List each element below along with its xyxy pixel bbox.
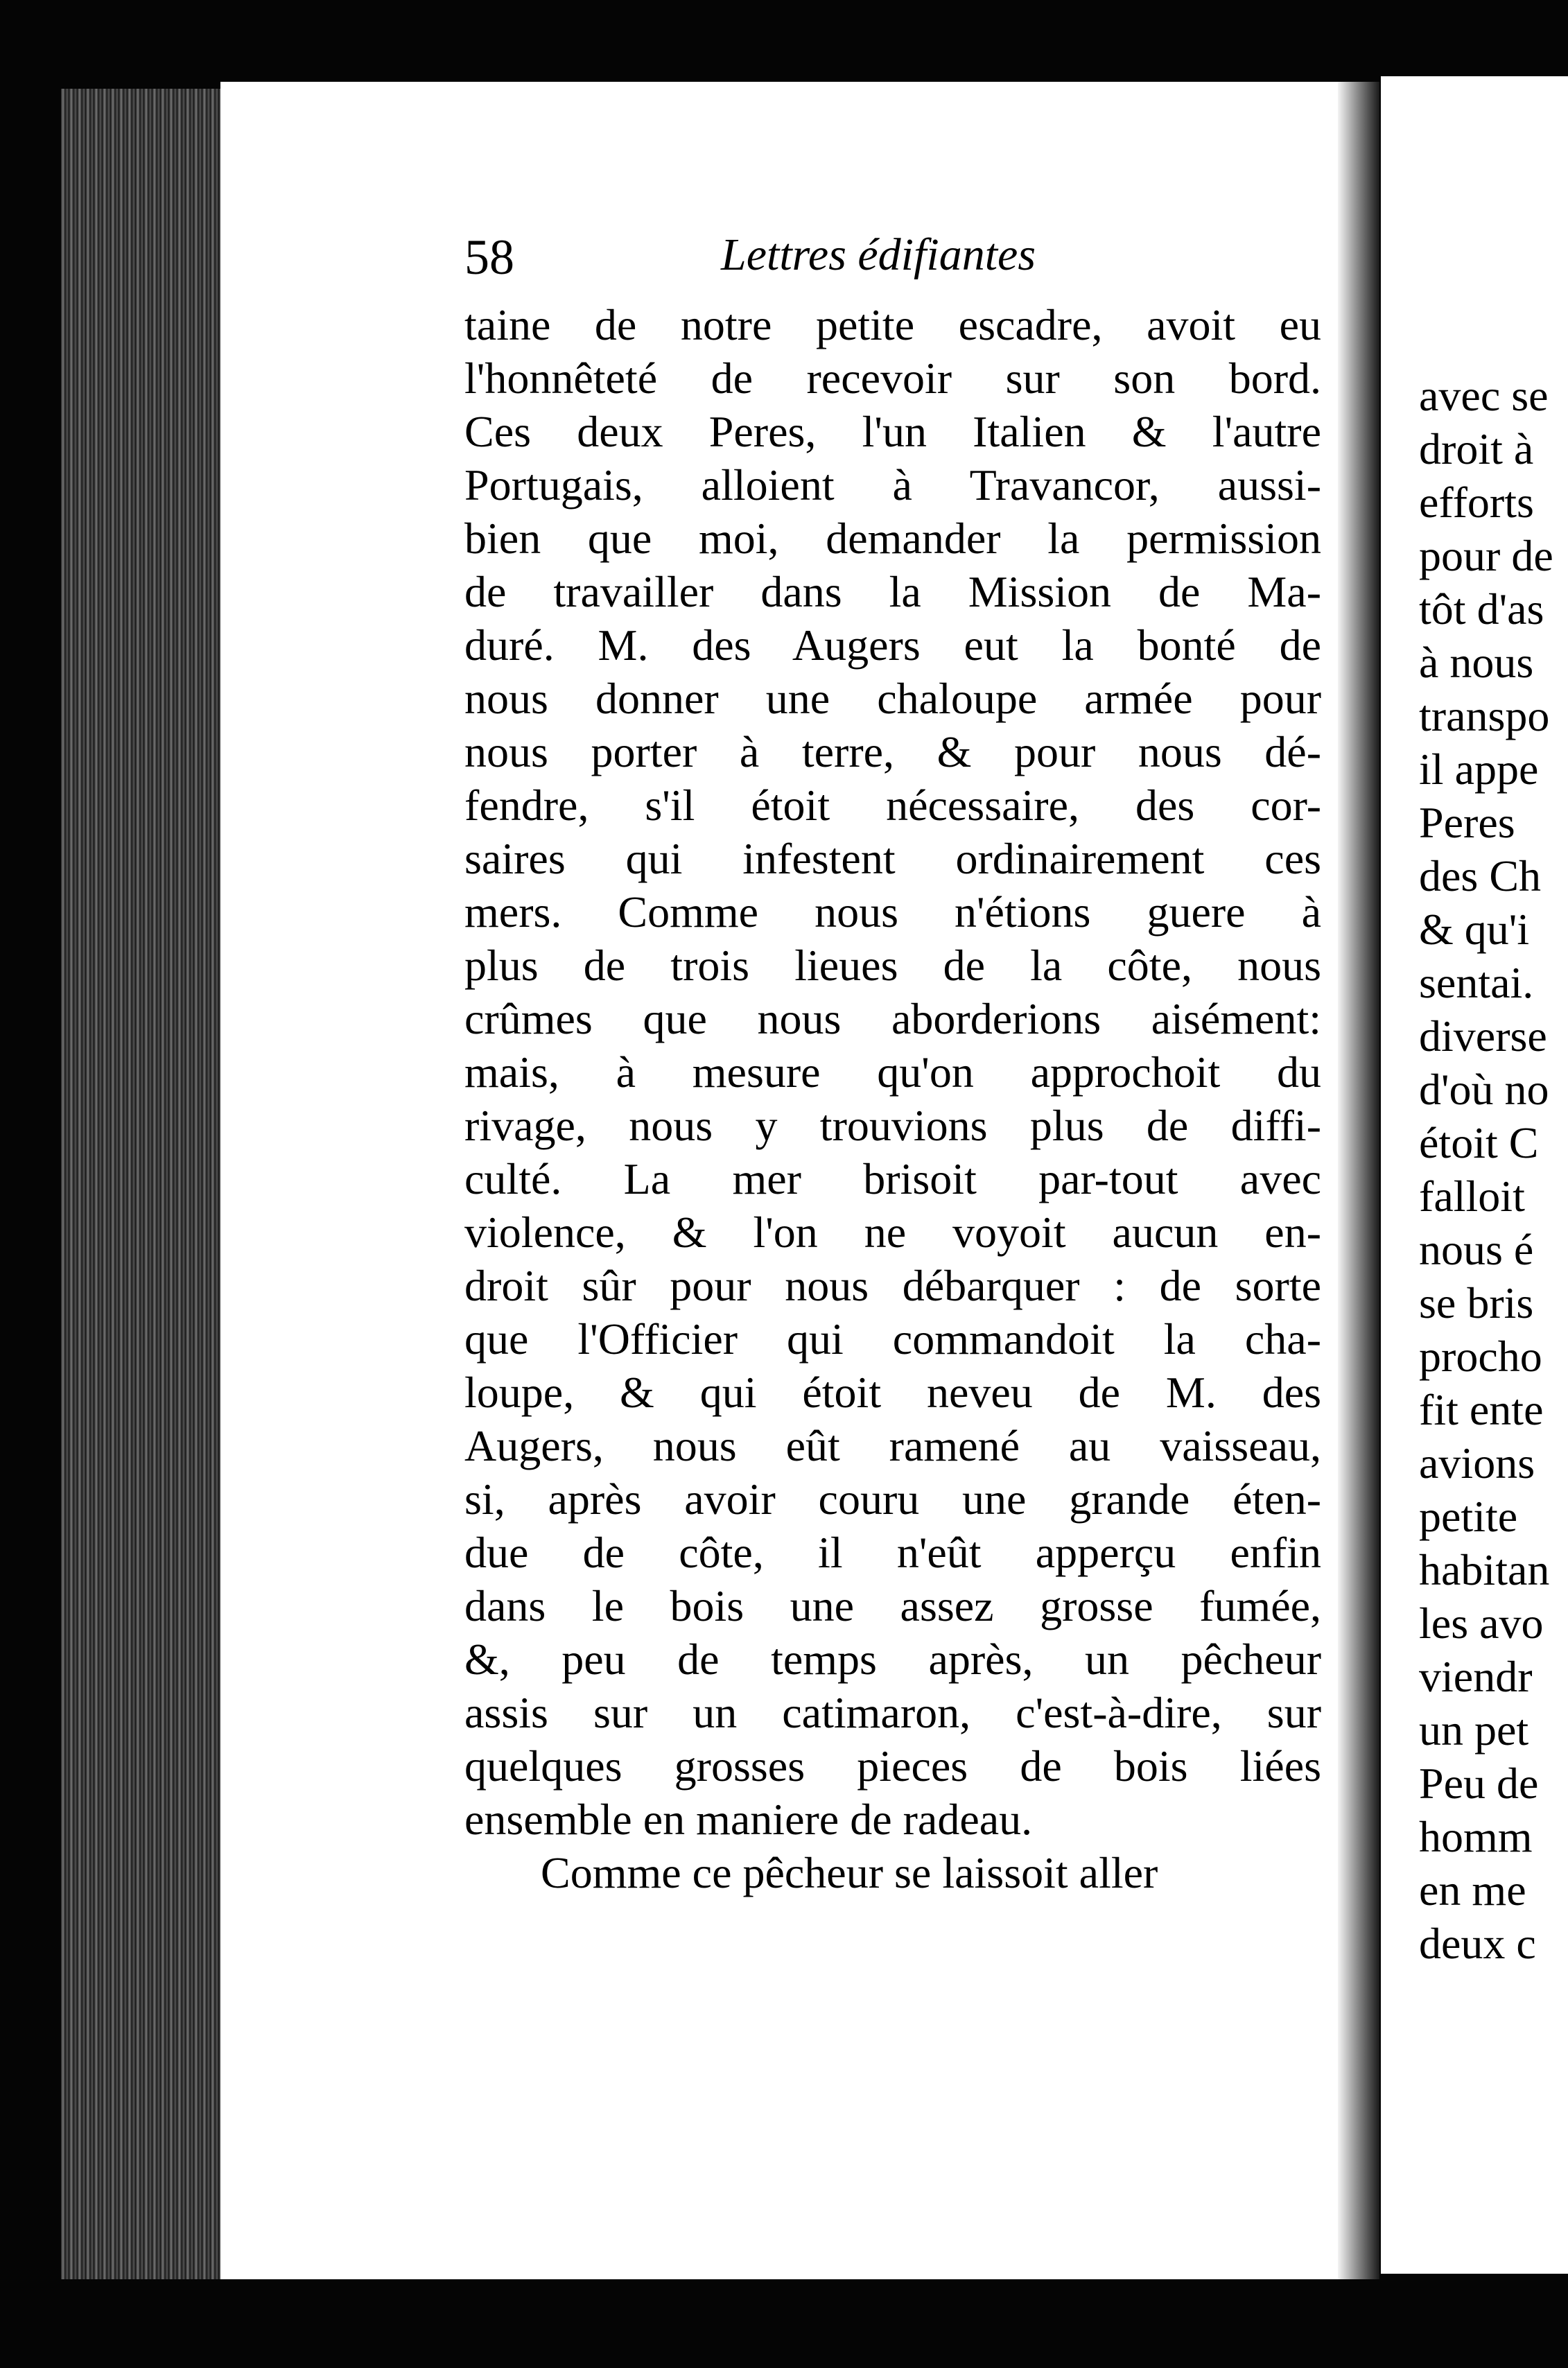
- text-line: rivage, nous y trouvions plus de diffi-: [464, 1101, 1321, 1150]
- text-line: bien que moi, demander la permission: [464, 514, 1321, 563]
- text-line: ensemble en maniere de radeau.: [464, 1795, 1033, 1844]
- facing-line: à nous: [1419, 638, 1534, 687]
- facing-line: sentai.: [1419, 958, 1534, 1007]
- facing-line: avions: [1419, 1438, 1535, 1488]
- text-line: mais, à mesure qu'on approchoit du: [464, 1047, 1321, 1097]
- facing-line: falloit: [1419, 1172, 1525, 1221]
- text-line: assis sur un catimaron, c'est-à-dire, sur: [464, 1688, 1321, 1737]
- text-line: crûmes que nous aborderions aisément:: [464, 994, 1321, 1043]
- text-line: dans le bois une assez grosse fumée,: [464, 1581, 1321, 1630]
- facing-line: procho: [1419, 1332, 1542, 1381]
- running-title: Lettres édifiantes: [721, 229, 1036, 280]
- text-line: plus de trois lieues de la côte, nous: [464, 941, 1321, 990]
- facing-line: fit ente: [1419, 1385, 1544, 1434]
- text-line: mers. Comme nous n'étions guere à: [464, 887, 1321, 937]
- facing-line: avec se: [1419, 371, 1549, 420]
- text-line: que l'Officier qui commandoit la cha-: [464, 1314, 1321, 1364]
- text-line: nous porter à terre, & pour nous dé-: [464, 727, 1321, 776]
- text-line: de travailler dans la Mission de Ma-: [464, 567, 1321, 616]
- text-line: due de côte, il n'eût apperçu enfin: [464, 1528, 1321, 1577]
- facing-line: habitan: [1419, 1545, 1550, 1594]
- text-line: &, peu de temps après, un pêcheur: [464, 1635, 1321, 1684]
- facing-line: d'où no: [1419, 1065, 1549, 1114]
- page-number: 58: [464, 229, 514, 285]
- page-edges: [61, 89, 243, 2279]
- text-line: duré. M. des Augers eut la bonté de: [464, 620, 1321, 670]
- text-line: Augers, nous eût ramené au vaisseau,: [464, 1421, 1321, 1470]
- facing-page-text: [1419, 369, 1553, 1970]
- text-line: fendre, s'il étoit nécessaire, des cor-: [464, 781, 1321, 830]
- text-line: si, après avoir couru une grande éten-: [464, 1474, 1321, 1524]
- facing-page: [1381, 76, 1568, 2274]
- text-line: Comme ce pêcheur se laissoit aller: [541, 1848, 1158, 1897]
- facing-line: étoit C: [1419, 1118, 1539, 1167]
- body-text: [464, 298, 1321, 1899]
- facing-line: efforts: [1419, 478, 1534, 527]
- facing-line: il appe: [1419, 745, 1539, 794]
- text-line: saires qui infestent ordinairement ces: [464, 834, 1321, 883]
- text-line: nous donner une chaloupe armée pour: [464, 674, 1321, 723]
- facing-line: transpo: [1419, 691, 1550, 740]
- facing-line: en me: [1419, 1865, 1526, 1915]
- text-line: quelques grosses pieces de bois liées: [464, 1741, 1321, 1791]
- facing-line: diverse: [1419, 1011, 1547, 1061]
- facing-line: un pet: [1419, 1705, 1529, 1755]
- facing-line: tôt d'as: [1419, 584, 1544, 634]
- text-line: culté. La mer brisoit par-tout avec: [464, 1154, 1321, 1203]
- text-line: taine de notre petite escadre, avoit eu: [464, 300, 1321, 349]
- facing-line: Peres: [1419, 798, 1515, 847]
- facing-line: pour de: [1419, 531, 1553, 580]
- facing-line: petite: [1419, 1492, 1518, 1541]
- text-line: Portugais, alloient à Travancor, aussi-: [464, 460, 1321, 510]
- facing-line: viendr: [1419, 1652, 1533, 1701]
- facing-line: se bris: [1419, 1278, 1534, 1327]
- facing-line: les avo: [1419, 1599, 1544, 1648]
- facing-line: deux c: [1419, 1919, 1536, 1968]
- facing-line: & qu'i: [1419, 905, 1530, 954]
- facing-line: Peu de: [1419, 1759, 1539, 1808]
- text-line: droit sûr pour nous débarquer : de sorte: [464, 1261, 1321, 1310]
- page-header: [464, 229, 1338, 305]
- text-line: violence, & l'on ne voyoit aucun en-: [464, 1208, 1321, 1257]
- book-gutter: [1338, 82, 1379, 2279]
- facing-line: nous é: [1419, 1225, 1534, 1274]
- text-line: l'honnêteté de recevoir sur son bord.: [464, 354, 1321, 403]
- text-line: loupe, & qui étoit neveu de M. des: [464, 1368, 1321, 1417]
- facing-line: des Ch: [1419, 851, 1541, 900]
- facing-line: homm: [1419, 1812, 1533, 1861]
- text-line: Ces deux Peres, l'un Italien & l'autre: [464, 407, 1321, 456]
- facing-line: droit à: [1419, 424, 1534, 473]
